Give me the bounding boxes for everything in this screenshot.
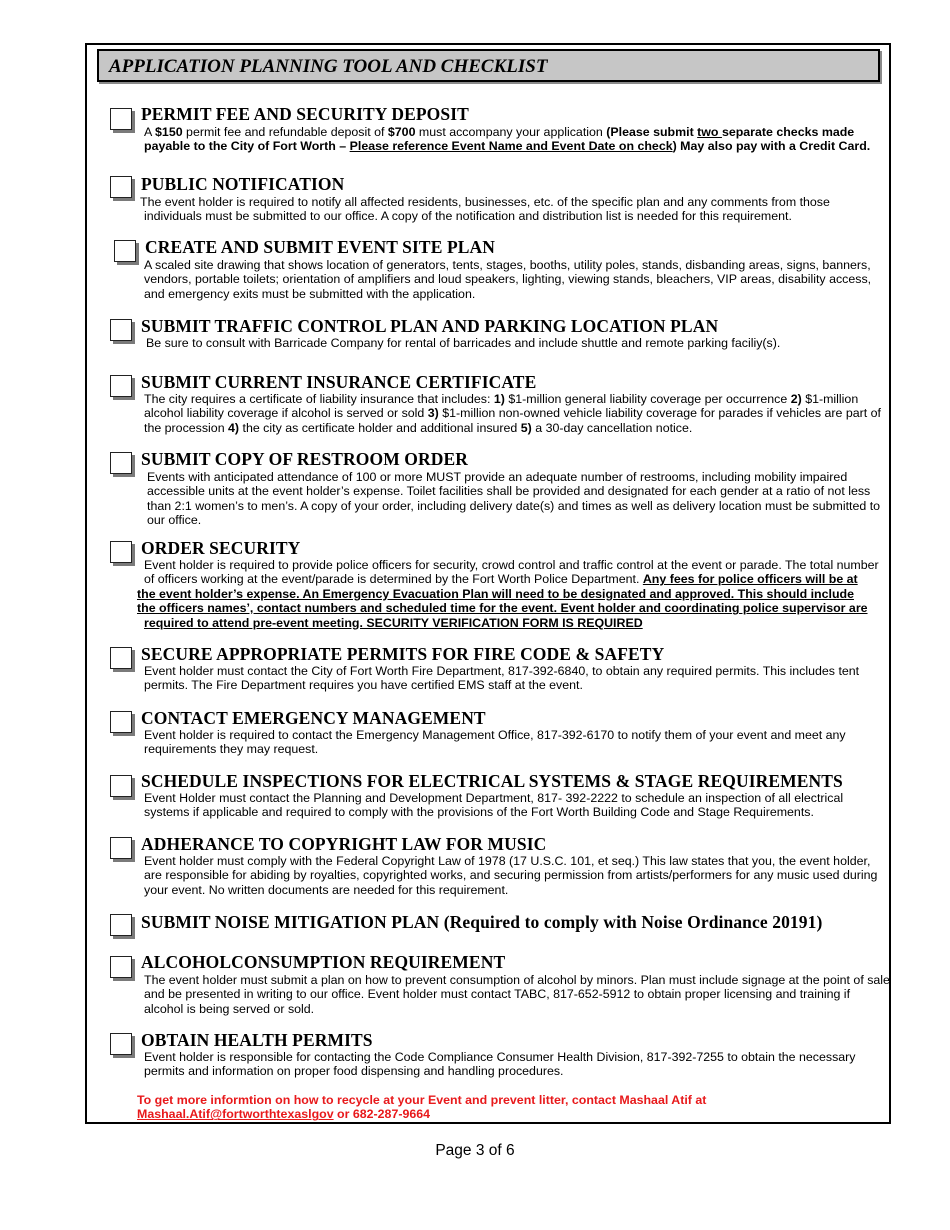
- item-body: Be sure to consult with Barricade Company for rental of barricades and include shuttle and remote parking faciliy(s).: [146, 336, 781, 350]
- page-number: Page 3 of 6: [435, 1142, 515, 1159]
- checkbox[interactable]: [110, 647, 132, 669]
- item-body: Events with anticipated attendance of 100 or more MUST provide an adequate number of restrooms, including mobility impaired accessible units at the event holder’s expense. Toilet facilities shall be provided and designated for each gender at a ratio of not less than 2:1 women’s to men’s. A copy of your order, including delivery date(s) and times as well as delivery location must be submitted to our office.: [147, 470, 881, 528]
- recycling-contact-note: To get more informtion on how to recycle at your Event and prevent litter, contact Mashaal Atif at Mashaal.Atif@fortworthtexaslgov or 682-287-9664: [137, 1093, 707, 1122]
- checkbox[interactable]: [110, 541, 132, 563]
- checkbox[interactable]: [110, 176, 132, 198]
- item-body: Event Holder must contact the Planning and Development Department, 817- 392-2222 to schedule an inspection of all electrical systems if applicable and required to comply with the provisions of the Fort Worth Building Code and Stage Requirements.: [144, 791, 844, 820]
- checkbox[interactable]: [110, 711, 132, 733]
- checkbox[interactable]: [110, 837, 132, 859]
- item-heading: ORDER SECURITY: [141, 538, 301, 558]
- item-heading: SUBMIT COPY OF RESTROOM ORDER: [141, 449, 469, 469]
- checkbox[interactable]: [110, 956, 132, 978]
- checkbox[interactable]: [110, 108, 132, 130]
- item-body: The event holder is required to notify all affected residents, businesses, etc. of the specific plan and any comments from those individuals must be submitted to our office. A copy of the notification and distribution list is needed for this requirement.: [140, 195, 830, 224]
- item-heading: PERMIT FEE AND SECURITY DEPOSIT: [141, 104, 469, 124]
- item-body: Event holder must comply with the Federal Copyright Law of 1978 (17 U.S.C. 101, et seq.) This law states that you, the event holder, are responsible for abiding by royalties, copyrighted works, and securing permission from artists/performers for any music used during your event. No written documents are needed for this requirement.: [144, 854, 878, 897]
- item-heading: PUBLIC NOTIFICATION: [141, 174, 345, 194]
- checkbox[interactable]: [110, 452, 132, 474]
- item-body: The event holder must submit a plan on how to prevent consumption of alcohol by minors. Plan must include signage at the point of sale and be presented in writing to our office. Event holder must contact TABC, 817-652-5912 to obtain proper licensing and training if alcohol is being served or sold.: [144, 973, 890, 1016]
- checkbox[interactable]: [110, 1033, 132, 1055]
- item-body: Event holder is responsible for contacting the Code Compliance Consumer Health Division, 817-392-7255 to obtain the necessary permits and information on proper food dispensing and handling procedures.: [144, 1050, 856, 1079]
- checkbox[interactable]: [110, 775, 132, 797]
- item-body: Event holder is required to contact the Emergency Management Office, 817-392-6170 to notify them of your event and meet any requirements they may request.: [144, 728, 846, 757]
- checkbox[interactable]: [114, 240, 136, 262]
- contact-email-link[interactable]: Mashaal.Atif@fortworthtexaslgov: [137, 1107, 334, 1122]
- item-heading: SECURE APPROPRIATE PERMITS FOR FIRE CODE & SAFETY: [141, 644, 665, 664]
- item-heading: SUBMIT NOISE MITIGATION PLAN (Required to comply with Noise Ordinance 20191): [141, 912, 823, 932]
- item-body: A $150 permit fee and refundable deposit of $700 must accompany your application (Please submit two separate checks made payable to the City of Fort Worth – Please reference Event Name and Event Date on check) May also pay with a Credit Card.: [144, 125, 871, 154]
- checklist-title-bar: [97, 49, 880, 82]
- item-heading: SUBMIT TRAFFIC CONTROL PLAN AND PARKING LOCATION PLAN: [141, 316, 719, 336]
- item-heading: ADHERANCE TO COPYRIGHT LAW FOR MUSIC: [141, 834, 547, 854]
- checkbox[interactable]: [110, 319, 132, 341]
- item-body: A scaled site drawing that shows location of generators, tents, stages, booths, utility poles, stands, disbanding areas, signs, banners, vendors, portable toilets; orientation of amplifiers and loud speakers, lighting, viewing stands, bleachers, VIP areas, disability access, and emergency exits must be submitted with the application.: [144, 258, 872, 301]
- item-heading: ALCOHOLCONSUMPTION REQUIREMENT: [141, 952, 506, 972]
- item-heading: CONTACT EMERGENCY MANAGEMENT: [141, 708, 486, 728]
- checkbox[interactable]: [110, 375, 132, 397]
- item-heading: SUBMIT CURRENT INSURANCE CERTIFICATE: [141, 372, 537, 392]
- item-heading: OBTAIN HEALTH PERMITS: [141, 1030, 373, 1050]
- page-title: APPLICATION PLANNING TOOL AND CHECKLIST: [109, 56, 548, 77]
- checkbox[interactable]: [110, 914, 132, 936]
- item-body: The city requires a certificate of liability insurance that includes: 1) $1-million general liability coverage per occurrence 2) $1-million alcohol liability coverage if alcohol is served or sold 3) $1-million non-owned vehicle liability coverage for parades if vehicles are part of the procession 4) the city as certificate holder and additional insured 5) a 30-day cancellation notice.: [144, 392, 881, 435]
- item-heading: SCHEDULE INSPECTIONS FOR ELECTRICAL SYSTEMS & STAGE REQUIREMENTS: [141, 771, 843, 791]
- item-body: Event holder must contact the City of Fort Worth Fire Department, 817-392-6840, to obtain any required permits. This includes tent permits. The Fire Department requires you have certified EMS staff at the event.: [144, 664, 860, 693]
- item-body: Event holder is required to provide police officers for security, crowd control and traffic control at the event or parade. The total number of officers working at the event/parade is determined by the Fort Worth Police Department. Any fees for police officers will be at the event holder’s expense. An Emergency Evacuation Plan will need to be designated and approved. This should include the officers names’, contact numbers and scheduled time for the event. Event holder and coordinating police supervisor are required to attend pre-event meeting. SECURITY VERIFICATION FORM IS REQUIRED: [137, 558, 879, 630]
- item-heading: CREATE AND SUBMIT EVENT SITE PLAN: [145, 237, 495, 257]
